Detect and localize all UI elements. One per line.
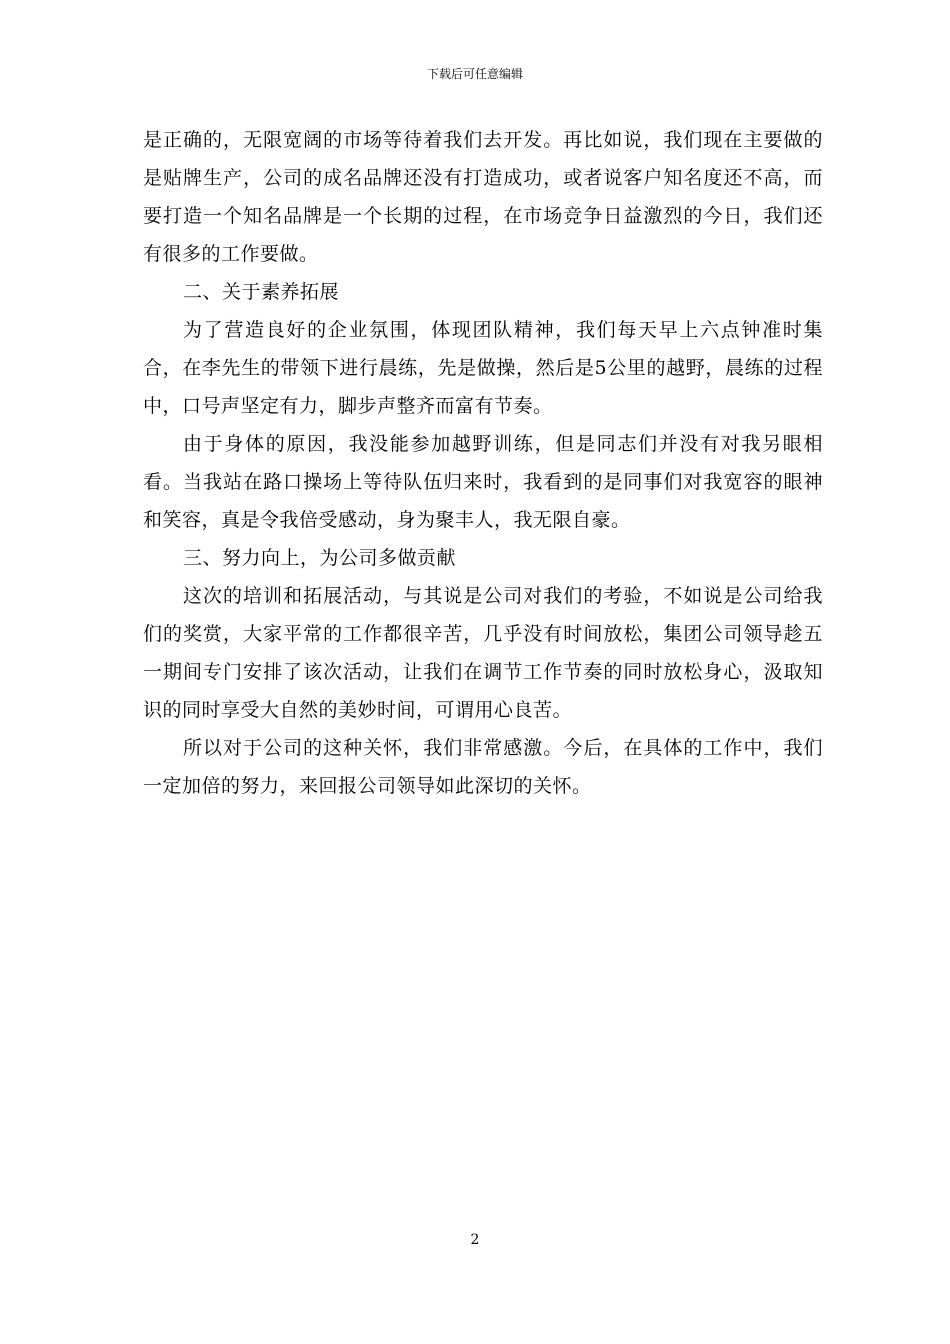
page-number: 2 — [470, 1232, 480, 1248]
paragraph-gratitude: 所以对于公司的这种关怀，我们非常感激。今后，在具体的工作中，我们一定加倍的努力，来回报公司领导如此深切的关怀。 — [143, 737, 823, 797]
page-header: 下载后可任意编辑 — [426, 67, 523, 81]
paragraph-personal-experience: 由于身体的原因，我没能参加越野训练，但是同志们并没有对我另眼相看。当我站在路口操场上等待队伍归来时，我看到的是同事们对我宽容的眼神和笑容，真是令我倍受感动，身为聚丰人，我无限自豪。 — [143, 433, 823, 531]
section-heading-quality-development: 二、关于素养拓展 — [183, 281, 340, 303]
paragraph-continuation: 是正确的，无限宽阔的市场等待着我们去开发。再比如说，我们现在主要做的是贴牌生产，公司的成名品牌还没有打造成功，或者说客户知名度还不高，而要打造一个知名品牌是一个长期的过程，在市场竞争日益激烈的今日，我们还有很多的工作要做。 — [143, 129, 823, 265]
section-heading-contribute: 三、努力向上，为公司多做贡献 — [183, 547, 457, 569]
paragraph-morning-exercise: 为了营造良好的企业氛围，体现团队精神，我们每天早上六点钟准时集合，在李先生的带领下进行晨练，先是做操，然后是5公里的越野，晨练的过程中，口号声坚定有力，脚步声整齐而富有节奏。 — [143, 319, 823, 417]
document-body — [143, 121, 823, 805]
paragraph-training-reward: 这次的培训和拓展活动，与其说是公司对我们的考验，不如说是公司给我们的奖赏，大家平常的工作都很辛苦，几乎没有时间放松，集团公司领导趁五一期间专门安排了该次活动，让我们在调节工作节奏的同时放松身心，汲取知识的同时享受大自然的美妙时间，可谓用心良苦。 — [143, 585, 823, 721]
